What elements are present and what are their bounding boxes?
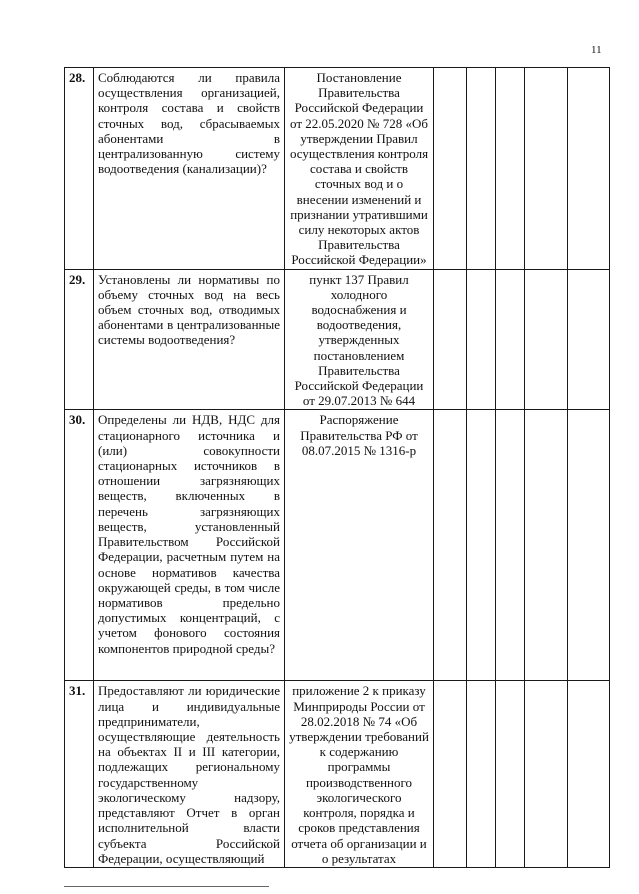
answer-cell-no — [467, 68, 496, 270]
table-row — [65, 410, 610, 681]
checklist-table — [64, 67, 610, 868]
row-number: 29. — [65, 269, 94, 410]
answer-cell-yes — [434, 269, 467, 410]
legal-reference: приложение 2 к приказу Минприроды России от 28.02.2018 № 74 «Об утверждении требований к содержанию программы производственного экологического контроля, порядка и сроков представления отчета об организации и о результатах — [285, 681, 434, 867]
answer-cell-extra — [525, 269, 568, 410]
question-text: Соблюдаются ли правила осуществления организацией, контроля состава и свойств сточных вод, сбрасываемых абонентами в централизованную систему водоотведения (канализации)? — [94, 68, 285, 270]
row-number: 31. — [65, 681, 94, 867]
answer-cell-extra — [525, 68, 568, 270]
row-number: 28. — [65, 68, 94, 270]
answer-cell-no — [467, 681, 496, 867]
question-text: Определены ли НДВ, НДС для стационарного источника и (или) совокупности стационарных источников в отношении загрязняющих веществ, включенных в перечень загрязняющих веществ, установленный Правительством Российской Федерации, расчетным путем на основе нормативов качества окружающей среды, в том числе нормативов предельно допустимых концентраций, с учетом фонового состояния компонентов природной среды? — [94, 410, 285, 681]
notes-cell — [568, 681, 610, 867]
page-number: 11 — [591, 44, 602, 56]
table-row — [65, 269, 610, 410]
notes-cell — [568, 269, 610, 410]
answer-cell-extra — [525, 410, 568, 681]
answer-cell-yes — [434, 68, 467, 270]
footnote-divider — [64, 886, 269, 887]
legal-reference: пункт 137 Правил холодного водоснабжения и водоотведения, утвержденных постановлением Правительства Российской Федерации от 29.07.2013 № 644 — [285, 269, 434, 410]
answer-cell-na — [496, 269, 525, 410]
table-row — [65, 681, 610, 867]
row-number: 30. — [65, 410, 94, 681]
answer-cell-extra — [525, 681, 568, 867]
answer-cell-no — [467, 410, 496, 681]
answer-cell-yes — [434, 410, 467, 681]
table-row — [65, 68, 610, 270]
answer-cell-na — [496, 410, 525, 681]
notes-cell — [568, 68, 610, 270]
question-text: Установлены ли нормативы по объему сточных вод на весь объем сточных вод, отводимых абонентами в централизованные системы водоотведения? — [94, 269, 285, 410]
answer-cell-na — [496, 68, 525, 270]
notes-cell — [568, 410, 610, 681]
legal-reference: Распоряжение Правительства РФ от 08.07.2015 № 1316-р — [285, 410, 434, 681]
question-text: Предоставляют ли юридические лица и индивидуальные предприниматели, осуществляющие деятельность на объектах II и III категории, подлежащих региональному государственному экологическому надзору, представляют Отчет в орган исполнительной власти субъекта Российской Федерации, осуществляющий — [94, 681, 285, 867]
legal-reference: Постановление Правительства Российской Федерации от 22.05.2020 № 728 «Об утверждении Правил осуществления контроля состава и свойств сточных вод и о внесении изменений и признании утратившими силу некоторых актов Правительства Российской Федерации» — [285, 68, 434, 270]
answer-cell-no — [467, 269, 496, 410]
answer-cell-na — [496, 681, 525, 867]
answer-cell-yes — [434, 681, 467, 867]
